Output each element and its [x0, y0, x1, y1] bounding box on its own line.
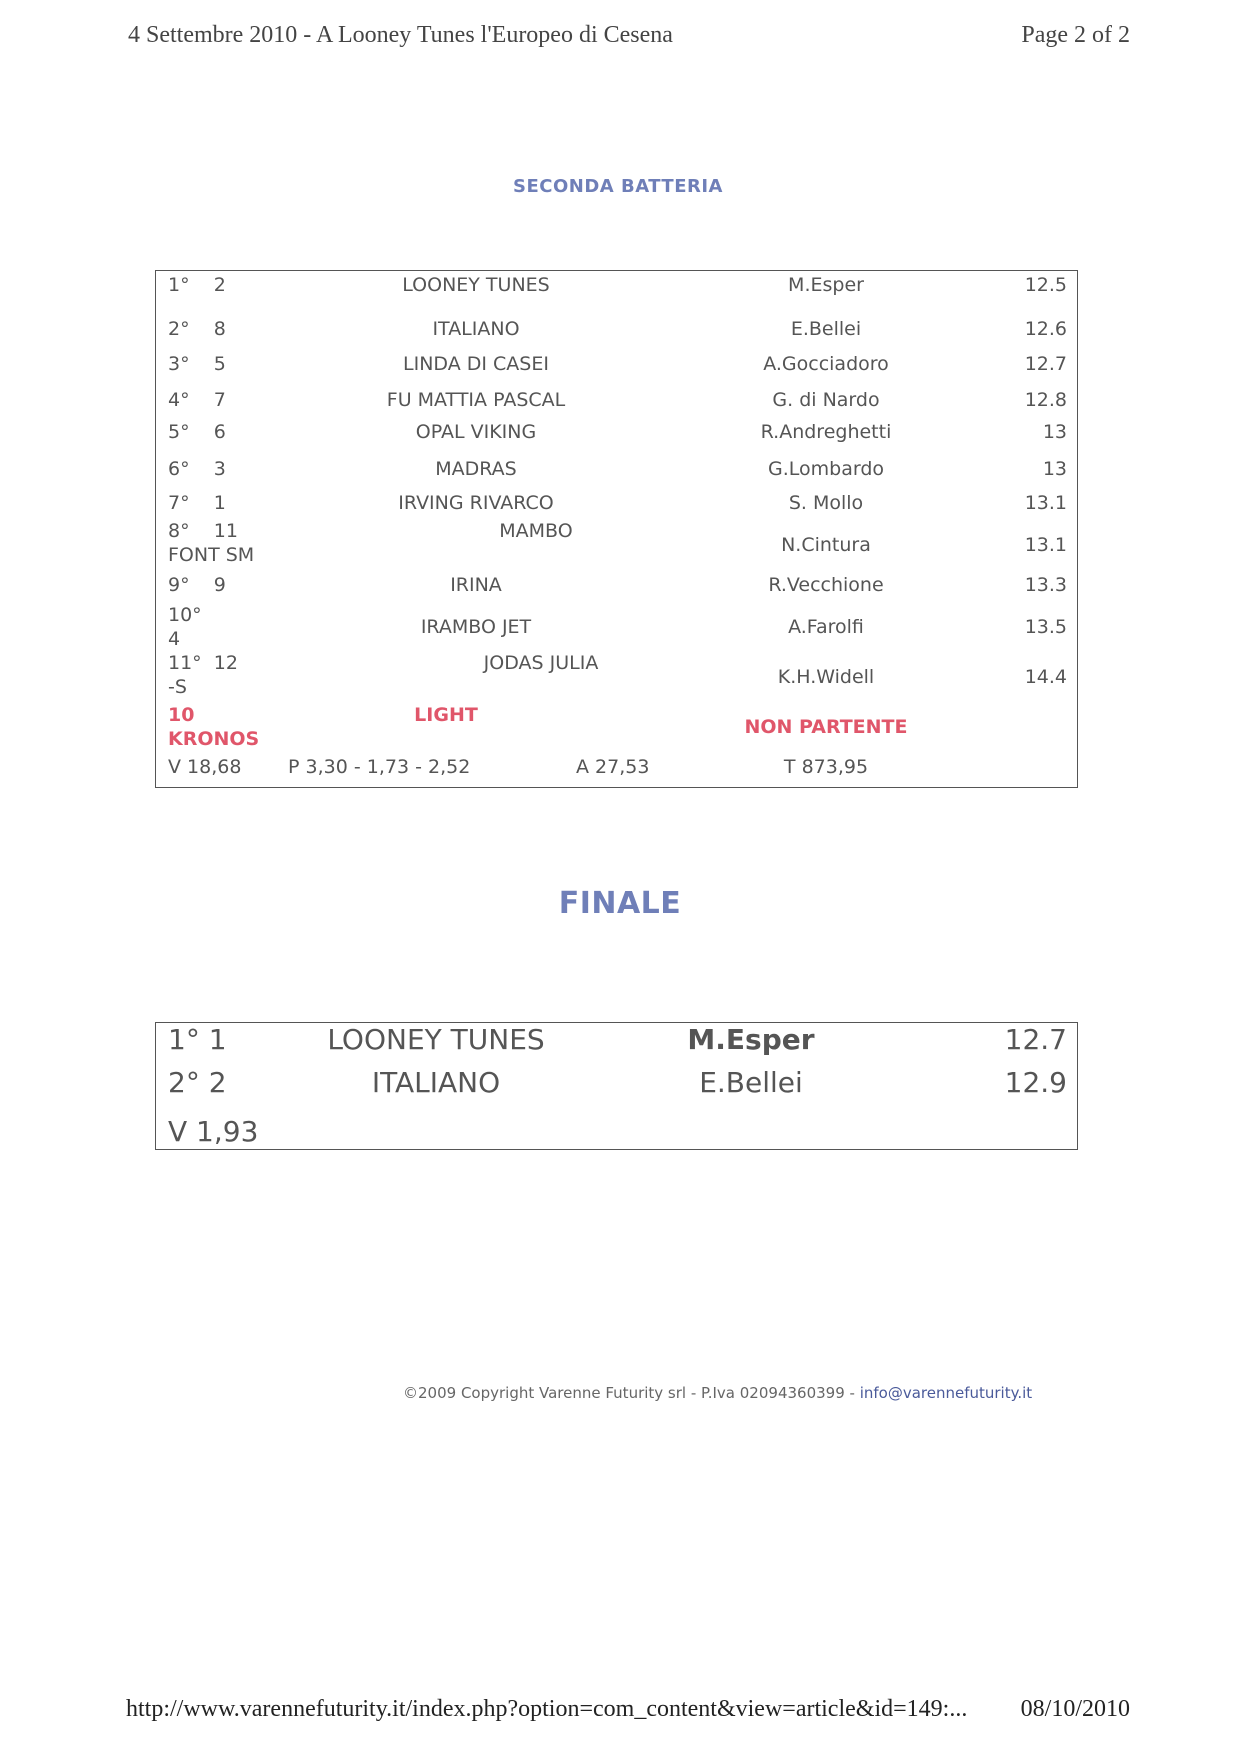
finale-title: FINALE — [558, 886, 682, 921]
horse-name: IRINA — [450, 574, 502, 596]
driver-name: E.Bellei — [699, 1066, 803, 1099]
row-position: 2° 8 — [168, 318, 226, 340]
horse-name: LOONEY TUNES — [327, 1023, 545, 1056]
row-position: 8° 11 FONT SM — [168, 520, 255, 566]
row-position: 3° 5 — [168, 353, 226, 375]
horse-name: MADRAS — [435, 458, 517, 480]
driver-name: R.Vecchione — [768, 574, 884, 596]
driver-name: G.Lombardo — [767, 458, 884, 480]
seconda-batteria-title: SECONDA BATTERIA — [513, 176, 723, 197]
row-position: 1° 2 — [168, 274, 226, 296]
row-position: 4° 7 — [168, 389, 226, 411]
driver-name: A.Gocciadoro — [763, 353, 889, 375]
row-position: 11° 12 -S — [168, 652, 238, 698]
finale-table — [155, 1022, 1078, 1150]
non-partente-horse: LIGHT — [414, 704, 478, 726]
quota-vincente: V 1,93 — [168, 1115, 259, 1148]
row-position: 10° 4 — [168, 604, 202, 650]
non-partente-status: NON PARTENTE — [744, 716, 908, 738]
horse-name: LOONEY TUNES — [402, 274, 550, 296]
horse-name: OPAL VIKING — [415, 421, 537, 443]
horse-name: FU MATTIA PASCAL — [386, 389, 566, 411]
race-time: 12.7 — [1024, 353, 1067, 375]
footer-url: http://www.varennefuturity.it/index.php?option=com_content&view=article&id=149:... — [126, 1696, 968, 1722]
race-time: 12.7 — [1004, 1023, 1067, 1056]
race-time: 14.4 — [1024, 666, 1067, 688]
driver-name: E.Bellei — [790, 318, 862, 340]
row-position: 2° 2 — [168, 1066, 227, 1099]
horse-name: JODAS JULIA — [483, 652, 599, 674]
race-time: 12.5 — [1024, 274, 1067, 296]
row-position: 1° 1 — [168, 1023, 227, 1056]
page-header-title: 4 Settembre 2010 - A Looney Tunes l'Europeo di Cesena — [128, 22, 673, 48]
quota-accoppiata: A 27,53 — [576, 756, 650, 778]
non-partente-position: 10 KRONOS — [168, 704, 260, 750]
driver-name: M.Esper — [788, 274, 864, 296]
horse-name: IRVING RIVARCO — [398, 492, 554, 514]
race-time: 13 — [1042, 458, 1067, 480]
driver-name: M.Esper — [687, 1023, 815, 1056]
race-time: 12.8 — [1024, 389, 1067, 411]
driver-name: S. Mollo — [788, 492, 864, 514]
driver-name: G. di Nardo — [772, 389, 880, 411]
race-time: 13.1 — [1024, 534, 1067, 556]
race-time: 12.6 — [1024, 318, 1067, 340]
quota-trio: T 873,95 — [783, 756, 869, 778]
horse-name: IRAMBO JET — [420, 616, 532, 638]
quota-piazzati: P 3,30 - 1,73 - 2,52 — [288, 756, 471, 778]
driver-name: A.Farolfi — [788, 616, 864, 638]
row-position: 6° 3 — [168, 458, 226, 480]
race-time: 13 — [1042, 421, 1067, 443]
horse-name: ITALIANO — [432, 318, 520, 340]
email-link[interactable]: info@varennefuturity.it — [859, 1384, 1033, 1402]
driver-name: K.H.Widell — [777, 666, 875, 688]
seconda-batteria-table — [155, 270, 1078, 788]
row-position: 5° 6 — [168, 421, 226, 443]
row-position: 9° 9 — [168, 574, 226, 596]
driver-name: R.Andreghetti — [760, 421, 892, 443]
driver-name: N.Cintura — [781, 534, 871, 556]
page-number: Page 2 of 2 — [1021, 22, 1130, 48]
footer-date: 08/10/2010 — [1020, 1696, 1130, 1722]
race-time: 13.5 — [1024, 616, 1067, 638]
copyright-notice — [403, 1384, 1032, 1402]
race-time: 12.9 — [1004, 1066, 1067, 1099]
horse-name: LINDA DI CASEI — [403, 353, 549, 375]
quota-vincente: V 18,68 — [168, 756, 242, 778]
race-time: 13.3 — [1024, 574, 1067, 596]
race-time: 13.1 — [1024, 492, 1067, 514]
copyright-text: ©2009 Copyright Varenne Futurity srl - P.Iva 02094360399 - — [403, 1384, 860, 1402]
horse-name: ITALIANO — [371, 1066, 501, 1099]
row-position: 7° 1 — [168, 492, 226, 514]
horse-name: MAMBO — [499, 520, 573, 542]
